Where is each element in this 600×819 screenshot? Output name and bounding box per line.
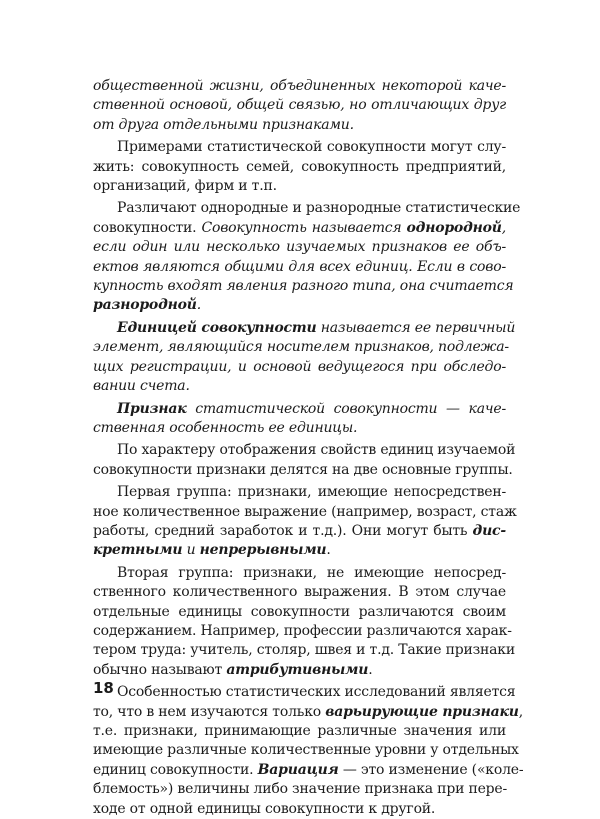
term-discrete: дис- bbox=[472, 522, 506, 539]
term-attributive: атрибутивными bbox=[226, 661, 369, 678]
text-line: щих регистрации, и основой ведущегося при обследо- bbox=[93, 358, 506, 375]
text-run: . bbox=[368, 661, 373, 678]
paragraph bbox=[93, 138, 506, 196]
text-line: Примерами статистической совокупности могут слу- bbox=[117, 139, 506, 156]
term-continuous: непрерывными bbox=[199, 542, 327, 559]
text-line: По характеру отображения свойств единиц изучаемой bbox=[117, 442, 516, 459]
text-run: единиц совокупности. bbox=[93, 761, 258, 778]
text-run: статистической совокупности — каче- bbox=[186, 400, 506, 417]
text-line: тером труда: учитель, столяр, швея и т.д. Такие признаки bbox=[93, 642, 515, 659]
paragraph bbox=[93, 564, 515, 680]
text-run: и bbox=[182, 542, 200, 559]
text-line: отдельные единицы совокупности различаются своим bbox=[93, 603, 506, 620]
text-line: ектов являются общими для всех единиц. Если в сово- bbox=[93, 258, 506, 275]
text-run: . bbox=[196, 297, 201, 314]
term-heterogeneous: разнородной bbox=[93, 297, 197, 314]
text-line: ственная особенность ее единицы. bbox=[93, 419, 358, 436]
text-run: то, что в нем изучаются только bbox=[93, 703, 326, 720]
text-run: . bbox=[326, 542, 331, 559]
text-run: работы, средний заработок и т.д.). Они могут быть bbox=[93, 522, 473, 539]
text-line: имеющие различные количественные уровни у отдельных bbox=[93, 742, 519, 759]
text-line: если один или несколько изучаемых признаков ее объ- bbox=[93, 239, 506, 256]
text-line: ходе от одной единицы совокупности к другой. bbox=[93, 800, 436, 817]
text-line bbox=[93, 522, 506, 541]
text-run: Совокупность называется bbox=[201, 219, 407, 236]
page-text bbox=[93, 77, 524, 819]
text-line: содержанием. Например, профессии различаются харак- bbox=[93, 622, 512, 639]
text-line bbox=[93, 219, 506, 238]
term-varying-attributes: варьирующие признаки bbox=[325, 703, 519, 720]
term-variation: Вариация bbox=[257, 761, 339, 778]
term-attribute: Признак bbox=[117, 400, 187, 417]
text-line: общественной жизни, объединенных некоторой каче- bbox=[93, 78, 506, 94]
paragraph bbox=[93, 199, 521, 315]
text-run: — это изменение («коле- bbox=[338, 761, 524, 778]
text-line: Вторая группа: признаки, не имеющие непосред- bbox=[117, 564, 506, 581]
text-line bbox=[93, 761, 524, 780]
term-unit: Единицей совокупности bbox=[117, 319, 317, 336]
text-run: , bbox=[518, 703, 524, 720]
text-line: ное количественное выражение (например, возраст, стаж bbox=[93, 503, 517, 520]
page-number: 18 bbox=[93, 679, 114, 697]
text-line: Различают однородные и разнородные статистические bbox=[117, 200, 521, 217]
text-run: , bbox=[501, 219, 506, 236]
term-homogeneous: однородной bbox=[406, 219, 502, 236]
text-line: от друга отдельными признаками. bbox=[93, 116, 354, 133]
text-line bbox=[93, 319, 516, 338]
text-line: блемость») величины либо значение признака при пере- bbox=[93, 781, 508, 798]
text-line: элемент, являющийся носителем признаков, подлежа- bbox=[93, 339, 509, 356]
text-line: ственного количественного выражения. В этом случае bbox=[93, 584, 506, 601]
text-line bbox=[93, 541, 506, 560]
text-run: совокупности. bbox=[93, 219, 202, 236]
paragraph bbox=[93, 483, 517, 561]
text-line: Особенностью статистических исследований является bbox=[117, 684, 516, 701]
text-line: жить: совокупность семей, совокупность предприятий, bbox=[93, 158, 506, 175]
text-line: совокупности признаки делятся на две основные группы. bbox=[93, 461, 513, 478]
paragraph bbox=[93, 441, 516, 480]
text-line bbox=[93, 400, 506, 419]
text-line bbox=[93, 296, 506, 315]
paragraph bbox=[93, 400, 506, 439]
text-line bbox=[93, 661, 506, 680]
paragraph bbox=[93, 319, 516, 397]
text-run: называется ее первичный bbox=[316, 319, 516, 336]
text-line: купность входят явления разного типа, она считается bbox=[93, 278, 514, 295]
text-line: ственной основой, общей связью, но отличающих друг bbox=[93, 97, 506, 114]
text-line bbox=[93, 703, 524, 722]
text-run: обычно называют bbox=[93, 661, 227, 678]
text-line: вании счета. bbox=[93, 378, 190, 395]
text-line: т.е. признаки, принимающие различные значения или bbox=[93, 723, 506, 739]
term-discrete: кретными bbox=[93, 542, 183, 559]
paragraph bbox=[93, 77, 506, 135]
text-line: Первая группа: признаки, имеющие непосредствен- bbox=[117, 484, 506, 501]
text-line: организаций, фирм и т.п. bbox=[93, 178, 277, 195]
paragraph bbox=[93, 683, 524, 819]
